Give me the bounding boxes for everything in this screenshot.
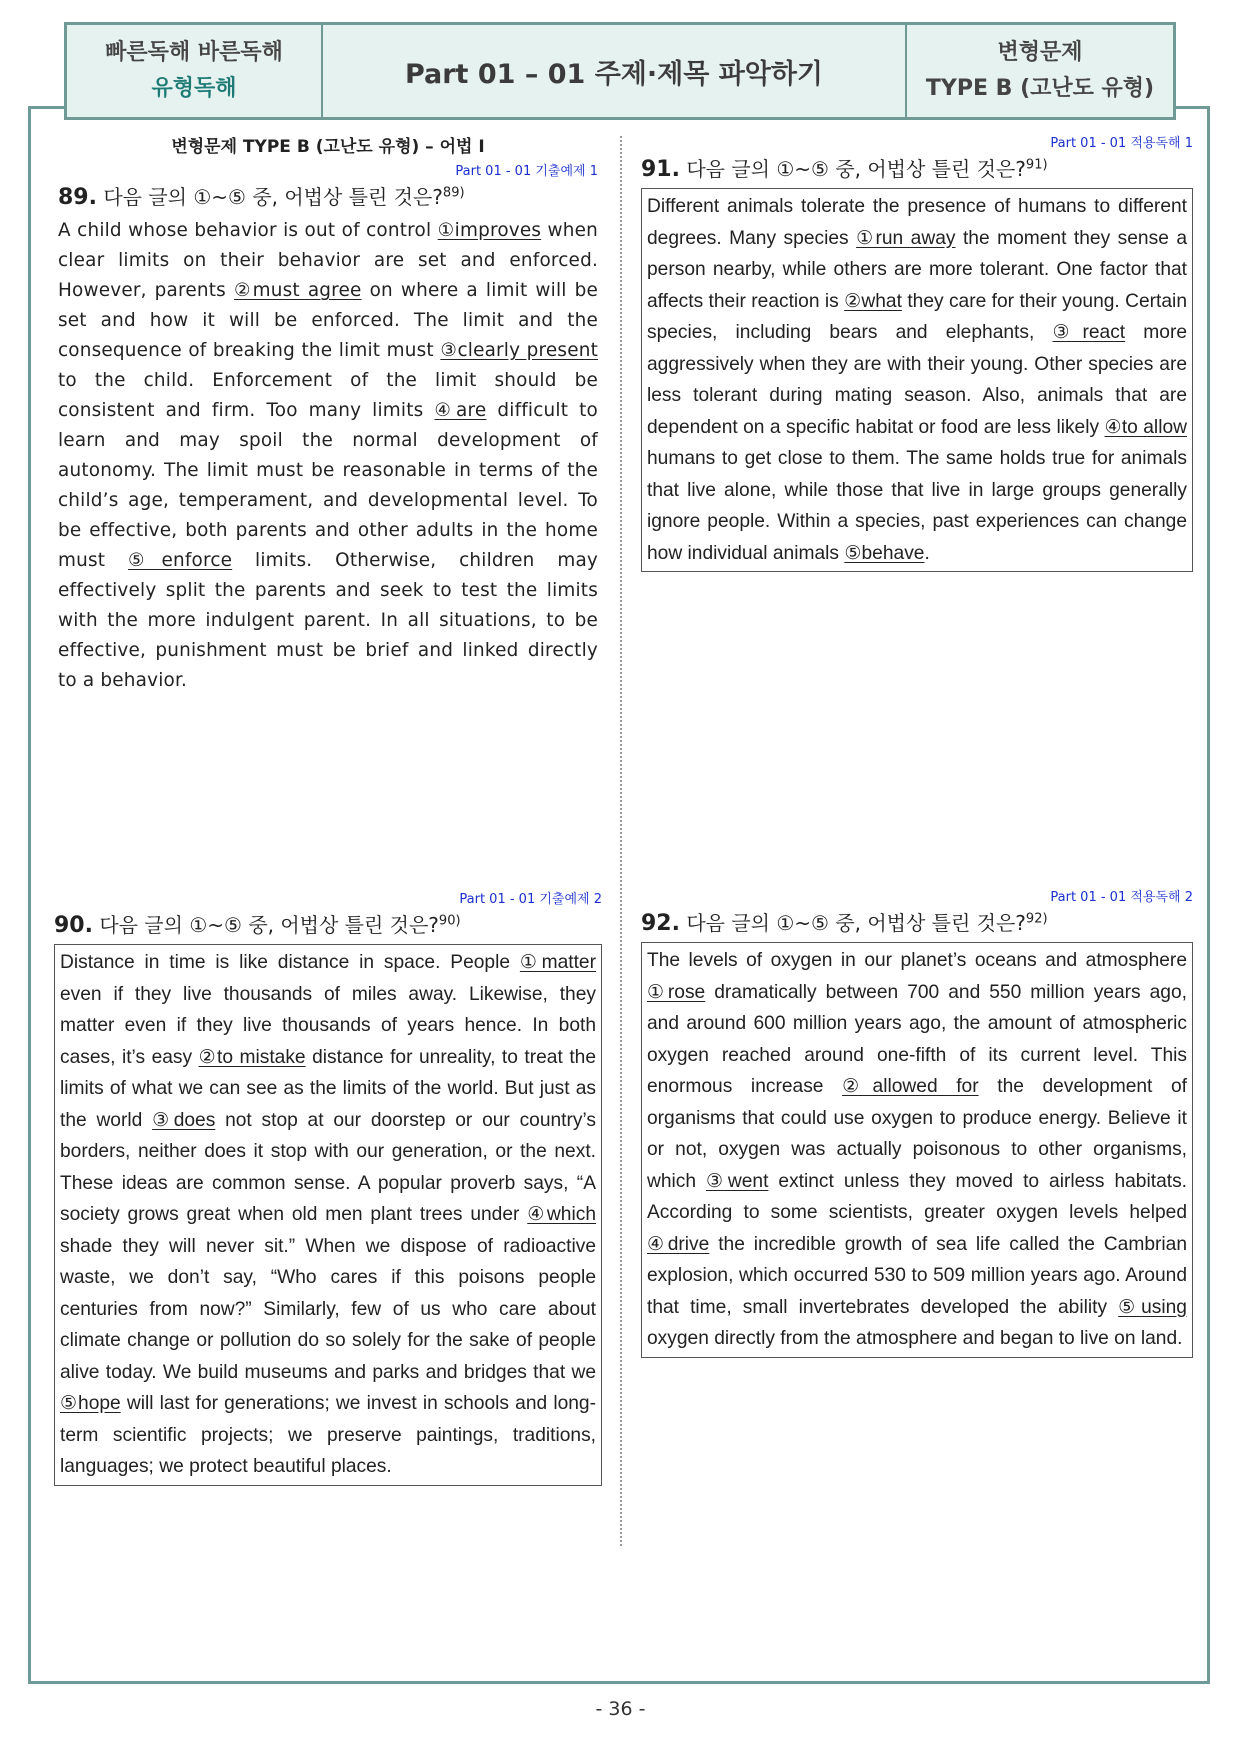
passage-segment: on where a limit will be set and how it will be enforced. The limit and the consequence of breaking the limit must	[58, 280, 598, 361]
header-book-title	[67, 25, 323, 117]
underlined-choice: ⑤using	[1118, 1296, 1187, 1318]
column-divider	[620, 136, 622, 1546]
passage-segment: the incredible growth of sea life called the Cambrian explosion, which occurred 530 to 509 million years ago. Around that time, small invertebrates developed the ability	[647, 1233, 1187, 1318]
passage-segment: they care for their young. Certain species, including bears and elephants,	[647, 290, 1187, 343]
question-90	[54, 888, 602, 1486]
passage-segment: .	[924, 542, 930, 564]
question-prompt	[641, 153, 1193, 182]
question-source: Part 01 - 01 적용독해 2	[1050, 890, 1193, 905]
page-header	[64, 22, 1176, 120]
underlined-choice: ④to allow	[1104, 416, 1187, 438]
question-91	[641, 132, 1193, 572]
underlined-choice: ①rose	[647, 981, 706, 1003]
question-text: 다음 글의 ①~⑤ 중, 어법상 틀린 것은?	[103, 185, 443, 209]
passage-text	[58, 216, 598, 696]
underlined-choice: ⑤enforce	[128, 550, 233, 571]
footnote-ref: 89)	[442, 185, 465, 201]
underlined-choice: ⑤hope	[60, 1393, 121, 1414]
footnote-ref: 91)	[1025, 157, 1048, 173]
question-number: 90.	[54, 913, 93, 938]
passage-segment: when clear limits on their behavior are set and enforced. However, parents	[58, 220, 598, 301]
underlined-choice: ④are	[434, 400, 487, 421]
underlined-choice: ③react	[1052, 322, 1126, 343]
underlined-choice: ②to mistake	[198, 1046, 306, 1068]
question-number: 92.	[641, 911, 680, 936]
question-text: 다음 글의 ①~⑤ 중, 어법상 틀린 것은?	[686, 157, 1026, 181]
underlined-choice: ②must agree	[233, 280, 362, 301]
underlined-choice: ④which	[527, 1204, 596, 1225]
question-text: 다음 글의 ①~⑤ 중, 어법상 틀린 것은?	[686, 911, 1026, 935]
header-book-name: 빠른독해 바른독해	[105, 40, 283, 65]
question-number: 91.	[641, 157, 680, 182]
passage-box	[641, 942, 1193, 1358]
passage-segment: distance for unreality, to treat the limits of what we can see as the limits of the world. But just as the world	[60, 1046, 596, 1131]
underlined-choice: ③clearly present	[440, 340, 598, 361]
passage-segment: not stop at our doorstep or our country’s borders, neither does it stop with our generation, or the next. These ideas are common sense. A popular proverb says, “A society grows great when old men plant trees under	[60, 1109, 597, 1225]
question-number: 89.	[58, 185, 97, 210]
passage-segment: A child whose behavior is out of control	[58, 220, 438, 241]
passage-segment: oxygen directly from the atmosphere and began to live on land.	[647, 1328, 1183, 1349]
question-source: Part 01 - 01 적용독해 1	[1050, 136, 1193, 151]
passage-segment: Different animals tolerate the presence of humans to different degrees. Many species	[647, 196, 1187, 249]
passage-segment: extinct unless they moved to airless habitats. According to some scientists, greater oxygen levels helped	[647, 1170, 1188, 1223]
page-number: - 36 -	[595, 1698, 646, 1720]
passage-segment: Distance in time is like distance in space. People	[60, 952, 520, 973]
question-source: Part 01 - 01 기출예제 2	[459, 892, 602, 907]
question-89	[58, 132, 598, 696]
underlined-choice: ③does	[152, 1109, 216, 1131]
header-chapter	[323, 25, 907, 117]
header-type	[907, 25, 1173, 117]
passage-segment: difficult to learn and may spoil the normal development of autonomy. The limit must be reasonable in terms of the child’s age, temperament, and developmental level. To be effective, both parents and other adults in the home must	[58, 400, 598, 571]
underlined-choice: ②allowed for	[842, 1076, 979, 1097]
passage-segment: The levels of oxygen in our planet’s oceans and atmosphere	[647, 950, 1187, 971]
passage-segment: will last for generations; we invest in schools and long-term scientific projects; we preserve paintings, traditions, languages; we protect beautiful places.	[60, 1393, 596, 1477]
underlined-choice: ①improves	[437, 220, 542, 241]
passage-segment: to the child. Enforcement of the limit should be consistent and firm. Too many limits	[58, 370, 598, 421]
header-chapter-title: Part 01 – 01 주제·제목 파악하기	[404, 58, 824, 90]
question-92	[641, 886, 1193, 1358]
passage-segment: even if they live thousands of miles away. Likewise, they matter even if they live thousands of years hence. In both cases, it’s easy	[60, 983, 596, 1068]
section-title: 변형문제 TYPE B (고난도 유형) – 어법 I	[171, 137, 485, 157]
underlined-choice: ②what	[844, 290, 902, 312]
underlined-choice: ③went	[706, 1170, 769, 1192]
header-type-label: 변형문제	[997, 40, 1083, 65]
underlined-choice: ④drive	[647, 1233, 710, 1255]
passage-segment: humans to get close to them. The same holds true for animals that live alone, while those that live in large groups generally ignore people. Within a species, past experiences can change how individual animals	[647, 448, 1187, 564]
passage-segment: dramatically between 700 and 550 million years ago, and around 600 million years ago, the amount of atmospheric oxygen reached around one-fifth of its current level. This enormous increase	[647, 981, 1187, 1097]
question-prompt	[641, 907, 1193, 936]
passage-box	[54, 944, 602, 1486]
passage-segment: the moment they sense a person nearby, while others are more tolerant. One factor that affects their reaction is	[647, 227, 1188, 312]
passage-segment: more aggressively when they are with their young. Other species are less tolerant during mating season. Also, animals that are dependent on a specific habitat or food are less likely	[647, 322, 1188, 438]
passage-segment: shade they will never sit.” When we dispose of radioactive waste, we don’t say, “Who cares if this poisons people centuries from now?” Similarly, few of us who care about climate change or pollution do so solely for the sake of people alive today. We build museums and parks and bridges that we	[60, 1235, 596, 1383]
footnote-ref: 90)	[438, 913, 461, 929]
header-book-subtitle: 유형독해	[151, 76, 237, 101]
question-text: 다음 글의 ①~⑤ 중, 어법상 틀린 것은?	[99, 913, 439, 937]
passage-segment: limits. Otherwise, children may effectively split the parents and seek to test the limits with the more indulgent parent. In all situations, to be effective, punishment must be brief and linked directly to a behavior.	[58, 550, 598, 691]
header-type-detail: TYPE B (고난도 유형)	[925, 76, 1155, 101]
question-prompt	[58, 181, 598, 210]
underlined-choice: ⑤behave	[844, 542, 925, 564]
footnote-ref: 92)	[1025, 911, 1048, 927]
underlined-choice: ①run away	[856, 227, 956, 249]
question-source: Part 01 - 01 기출예제 1	[455, 164, 598, 179]
underlined-choice: ①matter	[519, 952, 596, 973]
passage-segment: the development of organisms that could use oxygen to produce energy. Believe it or not, oxygen was actually poisonous to other organisms, which	[647, 1076, 1187, 1192]
question-prompt	[54, 909, 602, 938]
passage-box	[641, 188, 1193, 572]
